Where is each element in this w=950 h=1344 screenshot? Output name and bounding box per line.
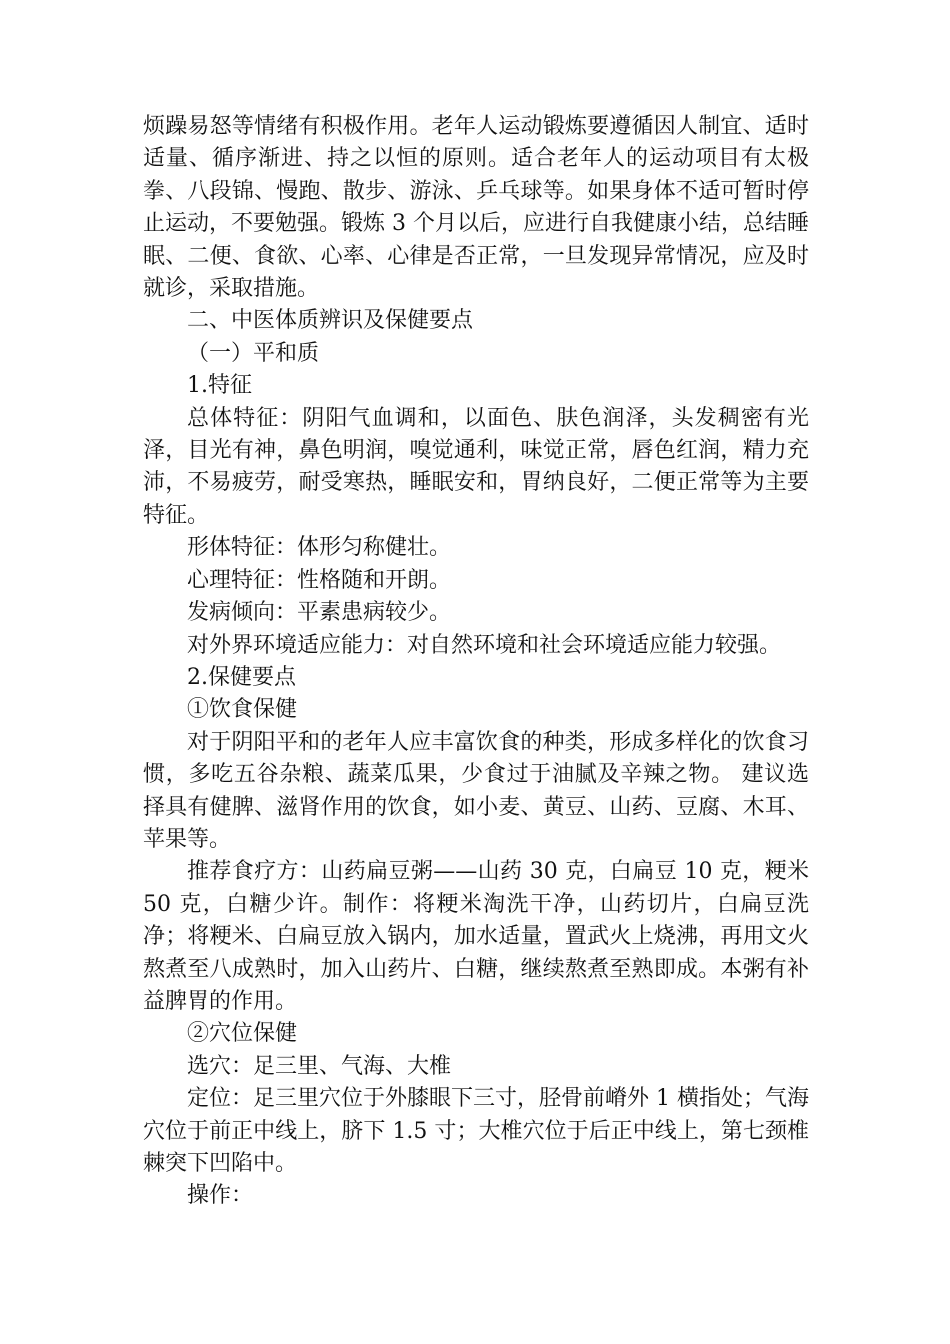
paragraph-diet-advice: 对于阴阳平和的老年人应丰富饮食的种类，形成多样化的饮食习惯，多吃五谷杂粮、蔬菜瓜果，少食过于油腻及辛辣之物。 建议选择具有健脾、滋肾作用的饮食，如小麦、黄豆、山药、豆腐、木耳、苹果等。	[143, 729, 809, 852]
subitem-heading-acupoint: ②穴位保健	[187, 1021, 298, 1047]
paragraph-acupoint-location: 定位：足三里穴位于外膝眼下三寸，胫骨前嵴外 1 横指处；气海穴位于前正中线上，脐下 1.5 寸；大椎穴位于后正中线上，第七颈椎棘突下凹陷中。	[143, 1086, 809, 1176]
item-heading-care-points: 2.保健要点	[187, 664, 296, 690]
paragraph-body-features: 形体特征：体形匀称健壮。	[187, 535, 452, 561]
paragraph-exercise-continued: 烦躁易怒等情绪有积极作用。老年人运动锻炼要遵循因人制宜、适时适量、循序渐进、持之以恒的原则。适合老年人的运动项目有太极拳、八段锦、慢跑、散步、游泳、乒乓球等。如果身体不适可暂时停止运动，不要勉强。锻炼 3 个月以后，应进行自我健康小结，总结睡眠、二便、食欲、心率、心律是否正常，一旦发现异常情况，应及时就诊，采取措施。	[143, 114, 809, 302]
subitem-heading-diet: ①饮食保健	[187, 697, 298, 723]
document-page	[143, 111, 809, 1213]
subsection-heading-balanced: （一）平和质	[187, 340, 320, 366]
paragraph-mental-features: 心理特征：性格随和开朗。	[187, 567, 452, 593]
section-heading-constitution: 二、中医体质辨识及保健要点	[187, 308, 474, 334]
paragraph-acupoint-selection: 选穴：足三里、气海、大椎	[187, 1053, 452, 1079]
item-heading-features: 1.特征	[187, 373, 252, 399]
paragraph-overall-features: 总体特征：阴阳气血调和，以面色、肤色润泽，头发稠密有光泽，目光有神，鼻色明润，嗅觉通利，味觉正常，唇色红润，精力充沛，不易疲劳，耐受寒热，睡眠安和，胃纳良好，二便正常等为主要特征。	[143, 405, 809, 528]
paragraph-recipe: 推荐食疗方：山药扁豆粥——山药 30 克，白扁豆 10 克，粳米 50 克，白糖少许。制作：将粳米淘洗干净，山药切片，白扁豆洗净；将粳米、白扁豆放入锅内，加水适量，置武火上烧沸，再用文火熬煮至八成熟时，加入山药片、白糖，继续熬煮至熟即成。本粥有补益脾胃的作用。	[143, 859, 809, 1014]
paragraph-adaptability: 对外界环境适应能力：对自然环境和社会环境适应能力较强。	[187, 632, 782, 658]
paragraph-operation: 操作：	[187, 1183, 254, 1209]
paragraph-disease-tendency: 发病倾向：平素患病较少。	[187, 600, 452, 626]
